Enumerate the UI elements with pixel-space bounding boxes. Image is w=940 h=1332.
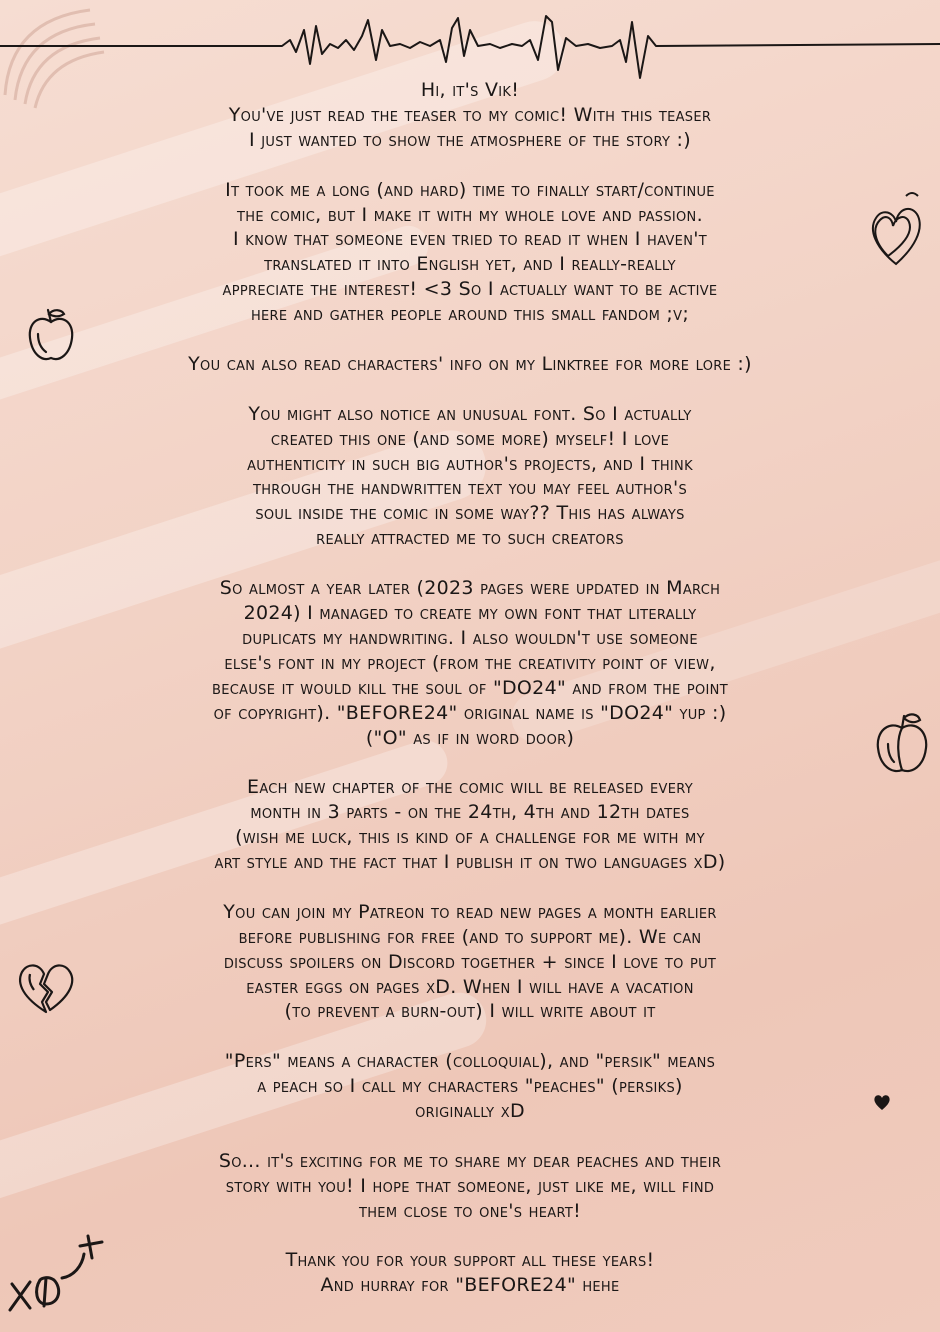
paragraph-start-comic <box>80 178 860 327</box>
greeting-paragraph <box>80 78 860 153</box>
greeting: Hi, it's Vik! <box>420 79 520 101</box>
paragraph-thanks <box>80 1248 860 1298</box>
text-line: translated it into English yet, and I really-really <box>264 253 676 276</box>
text-line: of copyright). "BEFORE24" original name is "DO24" yup :) <box>213 701 727 724</box>
paragraph-schedule <box>80 775 860 875</box>
text-line: You can join my Patreon to read new pages a month earlier <box>223 900 717 923</box>
text-line: the comic, but I make it with my whole love and passion. <box>237 203 703 226</box>
text-line: 2024) I managed to create my own font that literally <box>243 601 697 624</box>
double-heart-icon <box>866 190 928 268</box>
paragraph-own-font <box>80 576 860 750</box>
text-line: You can also read characters' info on my Linktree for more lore :) <box>188 352 752 375</box>
paragraph-font <box>80 402 860 551</box>
text-line: So... it's exciting for me to share my dear peaches and their <box>218 1149 722 1172</box>
text-line: else's font in my project (from the creativity point of view, <box>224 651 716 674</box>
text-line: really attracted me to such creators <box>316 527 624 550</box>
text-line: because it would kill the soul of "DO24" and from the point <box>212 676 728 699</box>
apple-icon <box>26 306 76 366</box>
text-line: I just wanted to show the atmosphere of the story :) <box>249 128 691 151</box>
text-line: duplicats my handwriting. I also wouldn't use someone <box>242 626 698 649</box>
small-heart-icon <box>873 1093 891 1111</box>
text-line: (wish me luck, this is kind of a challenge for me with my <box>235 826 705 849</box>
text-line: Each new chapter of the comic will be released every <box>247 776 693 799</box>
text-line: "Pers" means a character (colloquial), and "persik" means <box>224 1050 716 1073</box>
paragraph-pers <box>80 1049 860 1124</box>
text-line: originally xD <box>415 1100 525 1123</box>
text-line: I know that someone even tried to read it when I haven't <box>233 228 707 251</box>
text-line: authenticity in such big author's projects, and I think <box>247 452 693 475</box>
text-line: art style and the fact that I publish it on two languages xD) <box>214 851 726 874</box>
text-line: month in 3 parts - on the 24th, 4th and 12th dates <box>250 801 690 824</box>
text-line: So almost a year later (2023 pages were updated in March <box>219 577 721 600</box>
paragraph-linktree <box>80 352 860 377</box>
text-line: a peach so I call my characters "peaches" (persiks) <box>257 1075 683 1098</box>
text-line: before publishing for free (and to support me). We can <box>238 925 702 948</box>
text-line: ("O" as if in word door) <box>365 726 575 749</box>
text-line: And hurray for "BEFORE24" hehe <box>320 1274 620 1297</box>
text-line: You've just read the teaser to my comic! With this teaser <box>228 103 712 126</box>
text-line: here and gather people around this small fandom ;v; <box>250 303 690 326</box>
broken-heart-icon <box>14 960 78 1016</box>
text-line: It took me a long (and hard) time to finally start/continue <box>225 178 715 201</box>
letter-body <box>80 78 860 1298</box>
text-line: (to prevent a burn-out) I will write about it <box>284 1000 656 1023</box>
text-line: created this one (and some more) myself! I love <box>270 427 670 450</box>
text-line: soul inside the comic in some way?? This has always <box>255 502 685 525</box>
text-line: discuss spoilers on Discord together + since I love to put <box>223 950 717 973</box>
peach-icon <box>874 710 930 778</box>
text-line: You might also notice an unusual font. So I actually <box>248 402 692 425</box>
text-line: Thank you for your support all these years! <box>285 1249 655 1272</box>
paragraph-share <box>80 1149 860 1224</box>
paragraph-patreon <box>80 900 860 1025</box>
text-line: them close to one's heart! <box>358 1199 581 1222</box>
text-line: through the handwritten text you may feel author's <box>252 477 688 500</box>
text-line: story with you! I hope that someone, just like me, will find <box>225 1174 715 1197</box>
text-line: easter eggs on pages xD. When I will have a vacation <box>246 975 694 998</box>
text-line: appreciate the interest! <3 So I actually want to be active <box>222 278 718 301</box>
heartbeat-line-icon <box>0 0 940 90</box>
